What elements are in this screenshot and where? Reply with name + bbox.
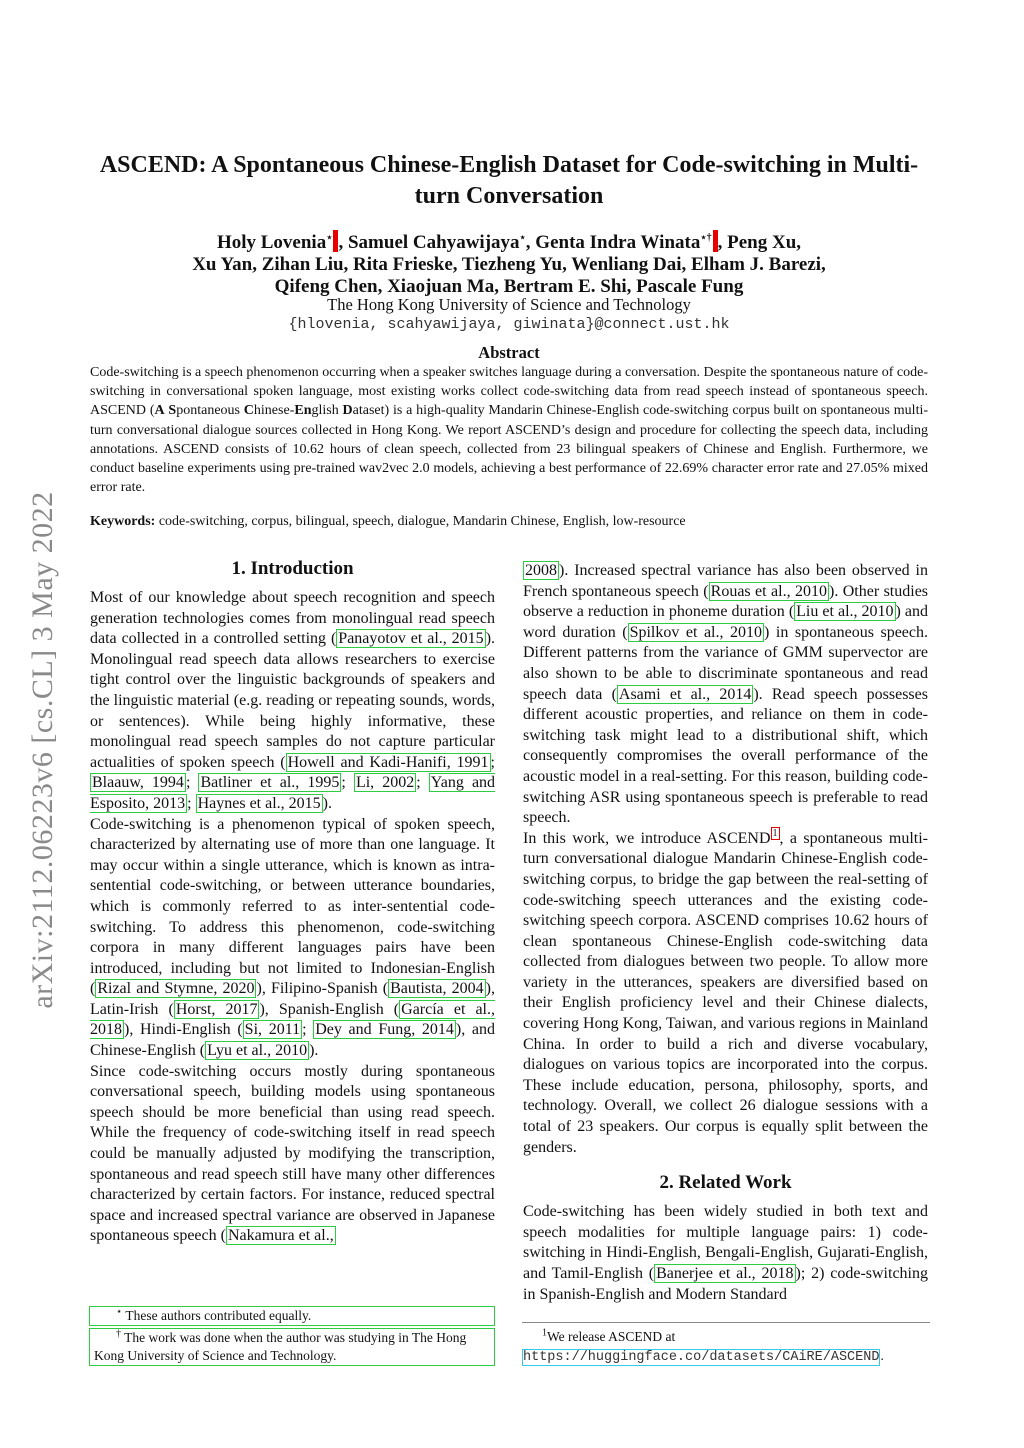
dagger-footnote-mark: † [706,232,712,244]
related-work-paragraph: Code-switching has been widely studied in both text and speech modalities for multiple language pairs: 1) code-switching in Hindi-English, Bengali-English, Gujarati-English, and Tamil-English ( Banerjee et al., 2018 ); 2) code-switching in Spanish-English and Modern Standard [523,1203,928,1303]
affiliation: The Hong Kong University of Science and Technology [327,295,691,314]
author-name: , Peng Xu, [717,232,802,253]
intro-paragraph: Since code-switching occurs mostly during spontaneous conversational speech, building models using spontaneous speech should be more beneficial than using read speech. While the frequency of code-switching itself in read speech could be manually adjusted by modifying the transcription, spontaneous and read speech still have many other differences characterized by certain factors. For instance, reduced spectral space and increased spectral variance are observed in Japanese spontaneous speech ( Nakamura et al., [90,1062,495,1245]
intro-paragraph: Code-switching is a phenomenon typical of spoken speech, characterized by alternating use of more than one language. It may occur within a single utterance, which is known as intra-sentential code-switching, or between utterance boundaries, which is commonly referred to as inter-sentential code-switching. To address this phenomenon, code-switching corpora in many different languages pairs have been introduced, including but not limited to Indonesian-English ( Rizal and Stymne, 2020 ), Filipino-Spanish ( Bautista, 2004 ), Latin-Irish ( Horst, 2017 ), Spanish-English ( García et al., 2018 ), Hindi-English ( Si, 2011 ; Dey and Fung, 2014 ), and Chinese-English ( Lyu et al., 2010 ). [90,815,496,1060]
citation-link[interactable]: Rouas et al., 2010 [710,582,827,600]
arxiv-identifier: arXiv:2112.06223v6 [cs.CL] 3 May 2022 [26,491,59,1009]
author-list [90,230,928,298]
citation-link[interactable]: Yang and Esposito, 2013 [90,774,496,812]
footnote-work-note[interactable]: † The work was done when the author was studying in The Hong Kong University of Science and Technology. [89,1328,495,1366]
citation-link[interactable]: Liu et al., 2010 [796,603,894,621]
citation-link[interactable]: Si, 2011 [244,1021,301,1039]
citation-link[interactable]: Asami et al., 2014 [618,685,752,703]
citation-link[interactable]: 2008 [525,562,557,579]
star-footnote-mark: ⋆ [519,232,526,244]
citation-link[interactable]: Horst, 2017 [175,1000,258,1018]
author-line: Xu Yan, Zihan Liu, Rita Frieske, Tiezheng Yu, Wenliang Dai, Elham J. Barezi, [192,254,826,275]
citation-link[interactable]: Batliner et al., 1995 [200,774,340,792]
keywords-label: Keywords: [90,514,156,529]
intro-paragraph: Most of our knowledge about speech recognition and speech generation technologies comes from monolingual read speech data collected in a controlled setting ( Panayotov et al., 2015 ). Monolingual read speech data allows researchers to exercise tight control over the linguistic backgrounds of speakers and the linguistic material (e.g. reading or repeating sounds, words, or sentences). While being highly informative, these monolingual read speech samples do not capture particular actualities of spoken speech ( Howell and Kadi-Hanifi, 1991 ; Blaauw, 1994 ; Batliner et al., 1995 ; Li, 2002 ; Yang and Esposito, 2013 ; Haynes et al., 2015 ). [90,589,496,812]
citation-link[interactable]: Banerjee et al., 2018 [656,1265,794,1282]
star-footnote-mark: ⋆ [326,232,333,244]
citation-link[interactable]: Howell and Kadi-Hanifi, 1991 [287,753,489,771]
footnote-link[interactable]: 1 [772,828,778,840]
author-name: , Samuel Cahyawijaya [338,232,520,253]
author-name: , Genta Indra Winata [525,232,701,253]
citation-link[interactable]: García et al., 2018 [90,1000,496,1039]
dataset-footnote: $^1$We release ASCEND at https://huggingface.co/datasets/CAiRE/ASCEND. [522,1322,930,1367]
abstract-heading: Abstract [478,343,540,362]
body-paragraph: In this work, we introduce ASCEND $^1$ , a spontaneous multi-turn conversational dialogue Mandarin Chinese-English code-switching corpus, to bridge the gap between the real-setting of code-switching speech utterances and the existing code-switching speech corpora. ASCEND comprises 10.62 hours of clean spontaneous Chinese-English code-switching data collected from dialogues between two people. To allow more variety in the utterances, speakers are diversified based on their English proficiency level and their Chinese dialects, covering Hong Kong, Taiwan, and various regions in Mainland China. In order to build a rich and diverse vocabulary, dialogues on various topics are incorporated into the corpus. These include education, persona, philosophy, sports, and technology. Overall, we collect 26 dialogue sessions with a total of 23 speakers. Our corpus is equally split between the genders. [523,828,929,1156]
dataset-url-link[interactable]: https://huggingface.co/datasets/CAiRE/ASCEND [523,1350,880,1365]
citation-link[interactable]: Dey and Fung, 2014 [315,1021,454,1039]
citation-link[interactable]: Spilkov et al., 2010 [629,623,763,641]
citation-link[interactable]: Haynes et al., 2015 [197,794,321,812]
citation-link[interactable]: Nakamura et al., [227,1227,334,1245]
citation-link[interactable]: Rizal and Stymne, 2020 [97,980,255,998]
citation-link[interactable]: Li, 2002 [355,774,415,792]
paper-title: ASCEND: A Spontaneous Chinese-English Dataset for Code-switching in Multi-turn Conversation [99,152,919,209]
citation-link[interactable]: Panayotov et al., 2015 [338,630,484,648]
author-emails: {hlovenia, scahyawijaya, giwinata}@connect.ust.hk [288,316,730,333]
intro-heading: 1. Introduction [231,558,354,579]
keywords [90,514,928,530]
left-column [90,558,495,1247]
right-column [523,561,928,1305]
citation-link[interactable]: Lyu et al., 2010 [207,1042,308,1060]
star-footnote-mark: ⋆ [700,232,707,244]
related-work-heading: 2. Related Work [659,1172,792,1194]
author-line: Qifeng Chen, Xiaojuan Ma, Bertram E. Shi, Pascale Fung [274,276,744,297]
footnote-equal-contribution[interactable]: ⋆ These authors contributed equally. [89,1306,495,1326]
abstract-body: Code-switching is a speech phenomenon occurring when a speaker switches language during a conversation. Despite the spontaneous nature of code-switching in conversational spoken language, most existing works collect code-switching data from read speech instead of spontaneous speech. ASCEND (A Spontaneous Chinese-English Dataset) is a high-quality Mandarin Chinese-English code-switching corpus built on spontaneous multi-turn conversational dialogue sources collected in Hong Kong. We report ASCEND’s design and procedure for collecting the speech data, including annotations. ASCEND consists of 10.62 hours of clean speech, collected from 23 bilingual speakers of Chinese and English. Furthermore, we conduct baseline experiments using pre-trained wav2vec 2.0 models, achieving a best performance of 22.69% character error rate and 27.05% mixed error rate. [90,365,929,496]
author-footnotes [89,1306,495,1366]
author-name: Holy Lovenia [216,232,327,253]
citation-link[interactable]: Bautista, 2004 [390,980,484,998]
citation-link[interactable]: Blaauw, 1994 [92,774,184,792]
body-paragraph: 2008 ). Increased spectral variance has also been observed in French spontaneous speech ( Rouas et al., 2010 ). Other studies observe a reduction in phoneme duration ( Liu et al., 2010 ) and word duration ( Spilkov et al., 2010 ) in spontaneous speech. Different patterns from the variance of GMM supervector are also shown to be able to discriminate spontaneous and read speech data ( Asami et al., 2014 ). Read speech possesses different acoustic properties, and reliance on them in code-switching task might lead to a distributional shift, which consequently compromises the overall performance of the acoustic model in a real-setting. For this reason, building code-switching ASR using spontaneous speech is preferable to read speech. [523,562,929,827]
keywords-text: code-switching, corpus, bilingual, speech, dialogue, Mandarin Chinese, English, low-resource [155,514,686,529]
